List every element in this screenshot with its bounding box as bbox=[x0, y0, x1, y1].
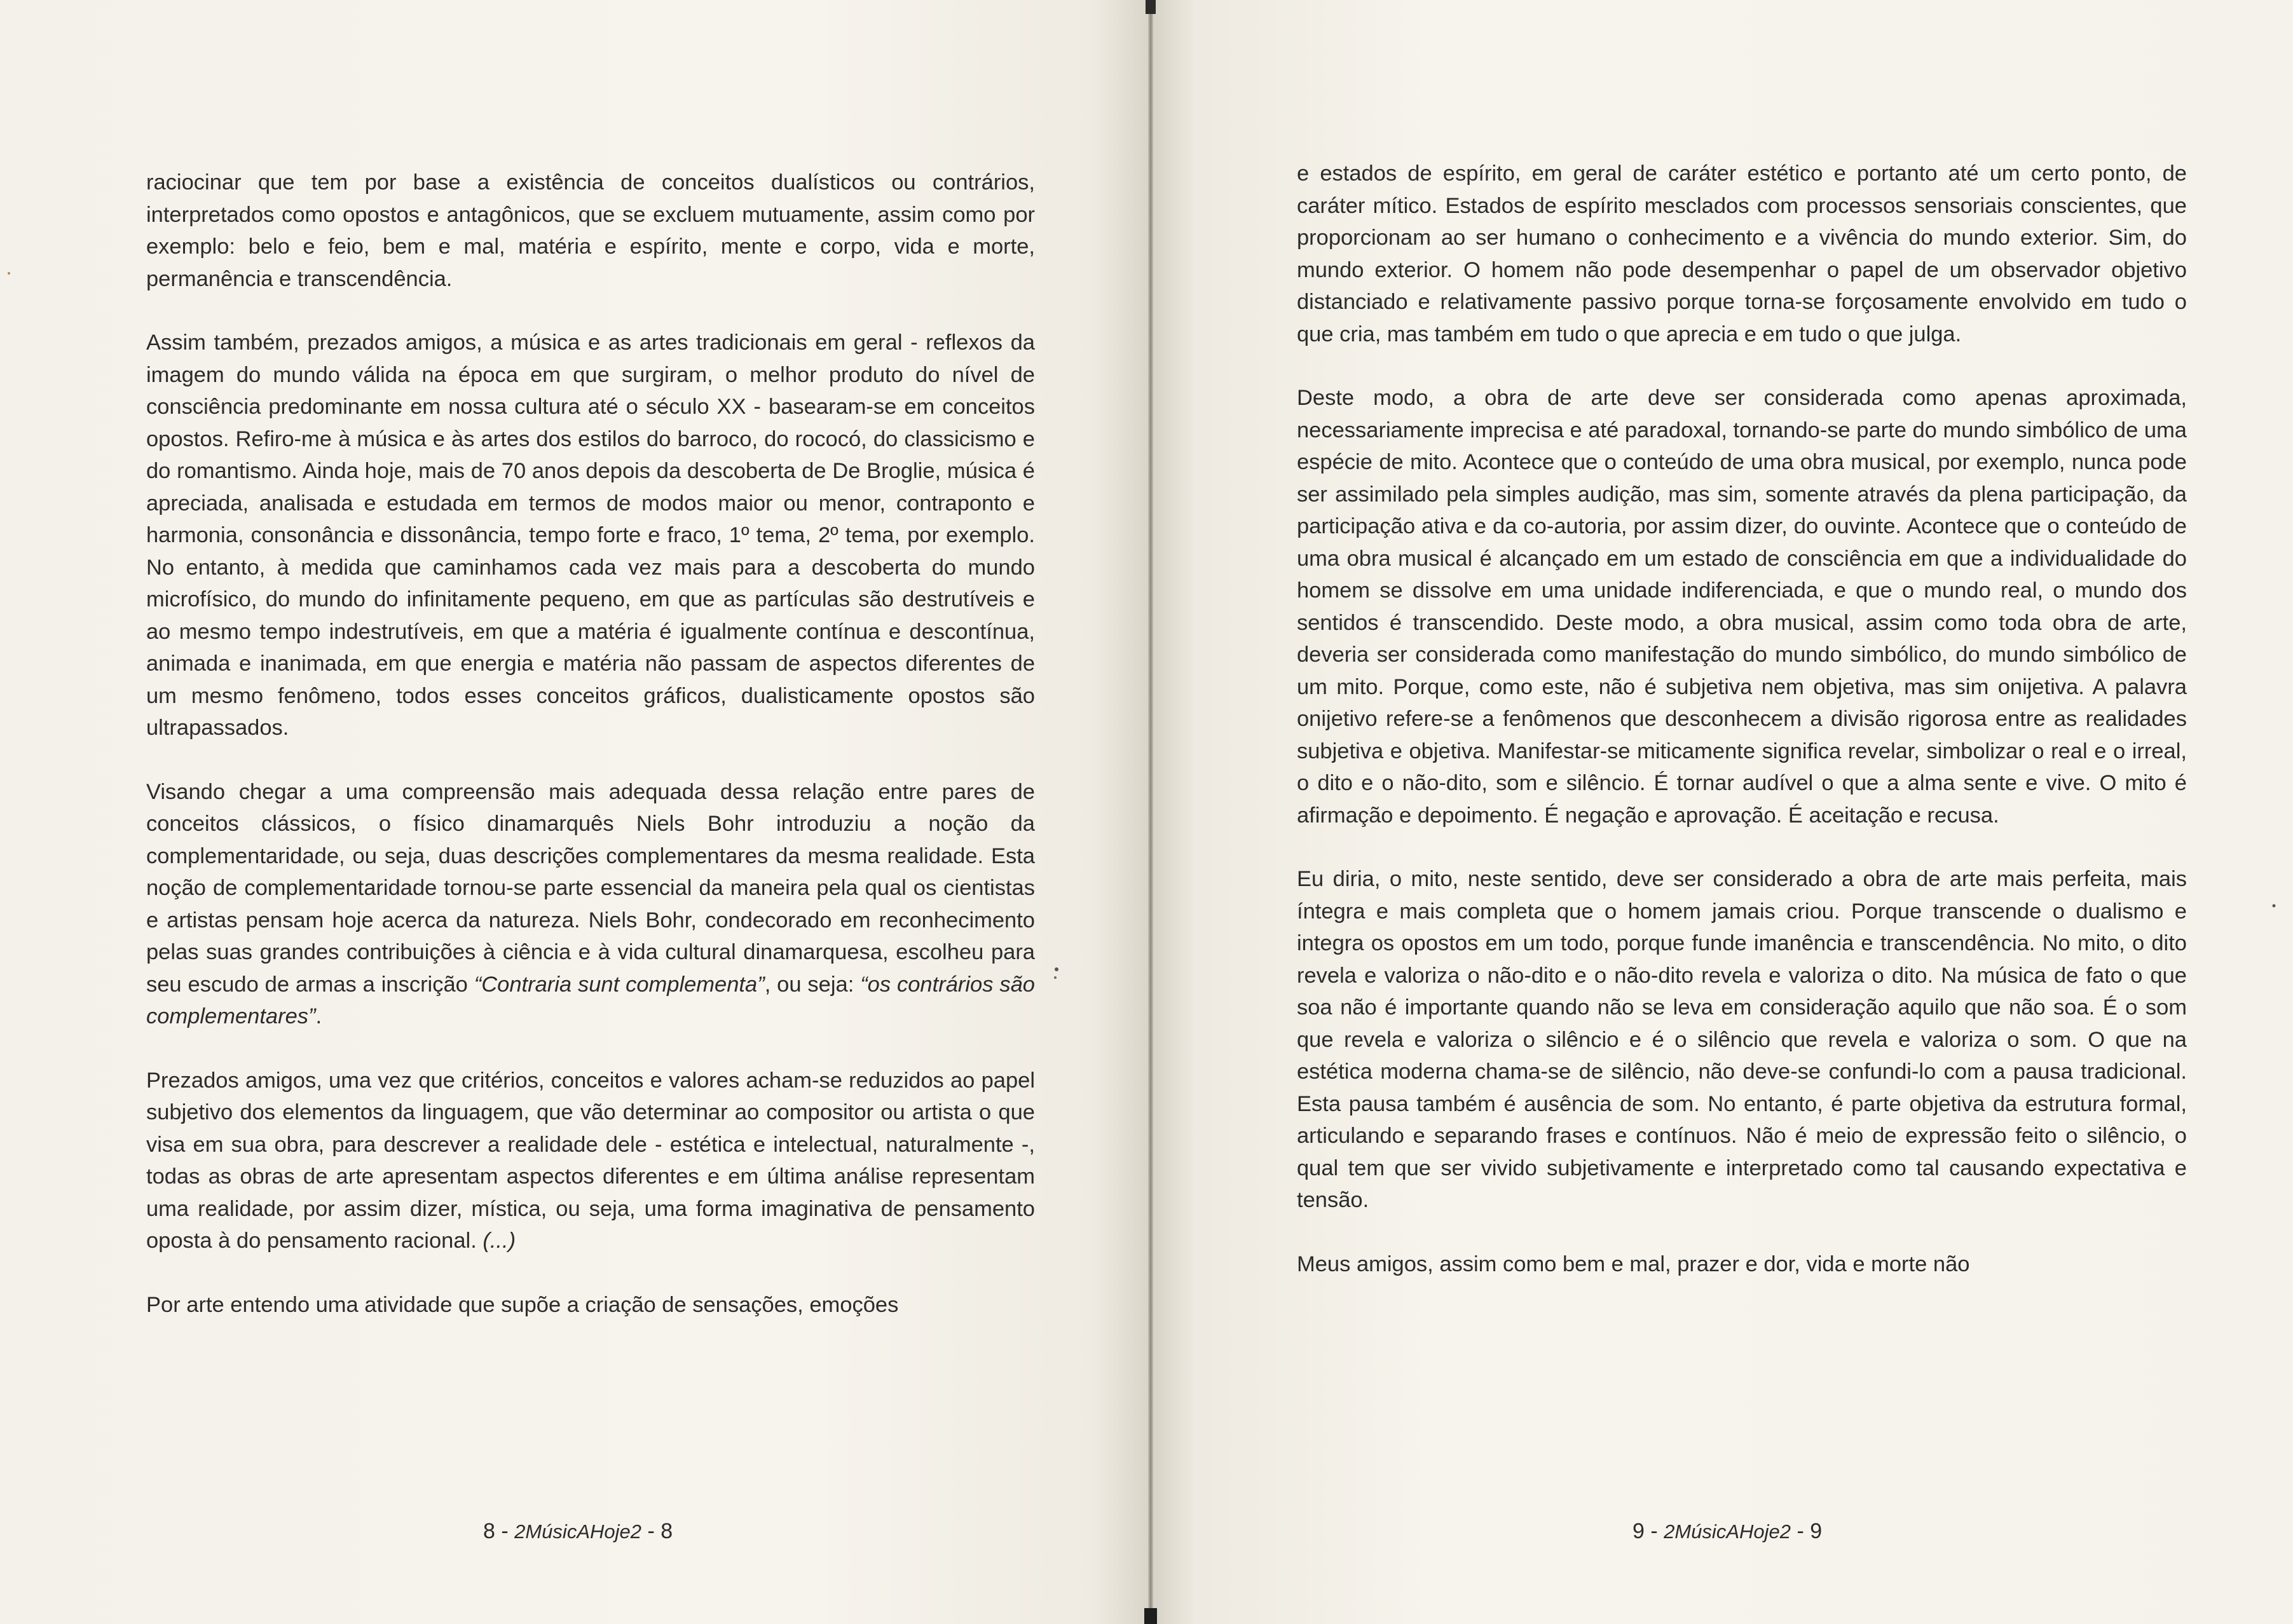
left-page-body bbox=[146, 167, 1035, 1321]
right-paragraph-1: e estados de espírito, em geral de caráter estético e portanto até um certo ponto, de caráter mítico. Estados de espírito mesclados com processos sensoriais conscientes, que proporcionam ao ser humano o conhecimento e a vivência do mundo exterior. Sim, do mundo exterior. O homem não pode desempenhar o papel de um observador objetivo distanciado e relativamente passivo porque torna-se forçosamente envolvido em tudo o que cria, mas também em tudo o que aprecia e em tudo o que julga. bbox=[1297, 161, 2187, 346]
left-paragraph-3-text: Visando chegar a uma compreensão mais adequada dessa relação entre pares de conceitos clássicos, o físico dinamarquês Niels Bohr introduziu a noção da complementaridade, ou seja, duas descrições complementares da mesma realidade. Esta noção de complementaridade tornou-se parte essencial da maneira pela qual os cientistas e artistas pensam hoje acerca da natureza. Niels Bohr, condecorado em reconhecimento pelas suas grandes contribuições à ciência e à vida cultural dinamarquesa, escolheu para seu escudo de armas a inscrição bbox=[146, 779, 1035, 997]
left-paragraph-4-text: Prezados amigos, uma vez que critérios, conceitos e valores acham-se reduzidos ao papel subjetivo dos elementos da linguagem, que vão determinar ao compositor ou artista o que visa em sua obra, para descrever a realidade dele - estética e intelectual, naturalmente -, todas as obras de arte apresentam aspectos diferentes e em última análise representam uma realidade, por assim dizer, mística, ou seja, uma forma imaginativa de pensamento oposta à do pensamento racional. bbox=[146, 1068, 1035, 1253]
binding-edge-top bbox=[1146, 0, 1156, 14]
left-paragraph-2: Assim também, prezados amigos, a música e as artes tradicionais em geral - reflexos da imagem do mundo válida na época em que surgiram, o melhor produto do nível de consciência predominante em nossa cultura até o século XX - basearam-se em conceitos opostos. Refiro-me à música e às artes dos estilos do barroco, do rococó, do classicismo e do romantismo. Ainda hoje, mais de 70 anos depois da descoberta de De Broglie, música é apreciada, analisada e estudada em termos de modos maior ou menor, contraponto e harmonia, consonância e dissonância, tempo forte e fraco, 1º tema, 2º tema, por exemplo. No entanto, à medida que caminhamos cada vez mais para a descoberta do mundo microfísico, do mundo do infinitamente pequeno, em que as partículas são destrutíveis e ao mesmo tempo indestrutíveis, em que a matéria é igualmente contínua e descontínua, animada e inanimada, em que energia e matéria não passam de aspectos diferentes de um mesmo fenômeno, todos esses conceitos gráficos, dualisticamente opostos são ultrapassados. bbox=[146, 331, 1035, 740]
binding-edge-bottom bbox=[1144, 1608, 1157, 1624]
ellipsis-mark: (...) bbox=[483, 1229, 516, 1253]
right-page-body bbox=[1297, 158, 2187, 1280]
right-folio-number-b: - 9 bbox=[1791, 1519, 1823, 1543]
left-folio-number-b: - 8 bbox=[641, 1519, 673, 1543]
right-paragraph-2: Deste modo, a obra de arte deve ser considerada como apenas aproximada, necessariamente imprecisa e até paradoxal, tornando-se parte do mundo simbólico de uma espécie de mito. Acontece que o conteúdo de uma obra musical, por exemplo, nunca pode ser assimilado pela simples audição, mas sim, somente através da plena participação, da participação ativa e da co-autoria, por assim dizer, do ouvinte. Acontece que o conteúdo de uma obra musical é alcançado em um estado de consciência em que a individualidade do homem se dissolve em uma unidade indiferenciada, e que o mundo real, o mundo dos sentidos é transcendido. Deste modo, a obra musical, assim como toda obra de arte, deveria ser considerada como manifestação do mundo simbólico, do mundo simbólico de um mito. Porque, como este, não é subjetiva nem objetiva, mas sim onijetiva. A palavra onijetivo refere-se a fenômenos que desconhecem a divisão rigorosa entre as realidades subjetiva e objetiva. Manifestar-se miticamente significa revelar, simbolizar o real e o irreal, o dito e o não-dito, som e silêncio. É tornar audível o que a alma sente e vive. O mito é afirmação e depoimento. É negação e aprovação. É aceitação e recusa. bbox=[1297, 386, 2187, 828]
left-paragraph-4 bbox=[146, 1065, 1035, 1257]
left-folio-number-a: 8 - bbox=[483, 1519, 515, 1543]
portuguese-motto: “os contrários são complementares” bbox=[146, 972, 1035, 1028]
right-paragraph-3: Eu diria, o mito, neste sentido, deve ser considerado a obra de arte mais perfeita, mais íntegra e mais completa que o homem jamais criou. Porque transcende o dualismo e integra os opostos em um todo, porque funde imanência e transcendência. No mito, o dito revela e valoriza o não-dito e o não-dito revela e valoriza o dito. Na música de fato o que soa não é importante quando não se leva em consideração aquilo que não soa. É o som que revela e valoriza o silêncio e é o silêncio que revela e valoriza o som. O que na estética moderna chama-se de silêncio, não deve-se confundi-lo com a pausa tradicional. Esta pausa também é ausência de som. No entanto, é parte objetiva da estrutura formal, articulando e separando frases e contínuos. Não é meio de expressão feito o silêncio, o qual tem que ser vivido subjetivamente e interpretado como tal causando expectativa e tensão. bbox=[1297, 867, 2187, 1212]
left-paragraph-5: Por arte entendo uma atividade que supõe a criação de sensações, emoções bbox=[146, 1292, 899, 1317]
book-gutter bbox=[1148, 0, 1153, 1624]
quote-connector: , ou seja: bbox=[764, 972, 861, 997]
right-folio-number-a: 9 - bbox=[1632, 1519, 1664, 1543]
right-paragraph-4: Meus amigos, assim como bem e mal, prazer e dor, vida e morte não bbox=[1297, 1252, 1970, 1276]
latin-motto: “Contraria sunt complementa” bbox=[474, 972, 765, 997]
right-page-footer bbox=[1632, 1519, 1822, 1544]
left-page-footer bbox=[483, 1519, 673, 1544]
left-paragraph-3 bbox=[146, 776, 1035, 1033]
left-folio-title: 2MúsicAHoje2 bbox=[514, 1520, 641, 1543]
right-folio-title: 2MúsicAHoje2 bbox=[1664, 1520, 1791, 1543]
quote-end: . bbox=[315, 1004, 322, 1028]
left-paragraph-1: raciocinar que tem por base a existência de conceitos dualísticos ou contrários, interpretados como opostos e antagônicos, que se excluem mutuamente, assim como por exemplo: belo e feio, bem e mal, matéria e espírito, mente e corpo, vida e morte, permanência e transcendência. bbox=[146, 170, 1035, 291]
